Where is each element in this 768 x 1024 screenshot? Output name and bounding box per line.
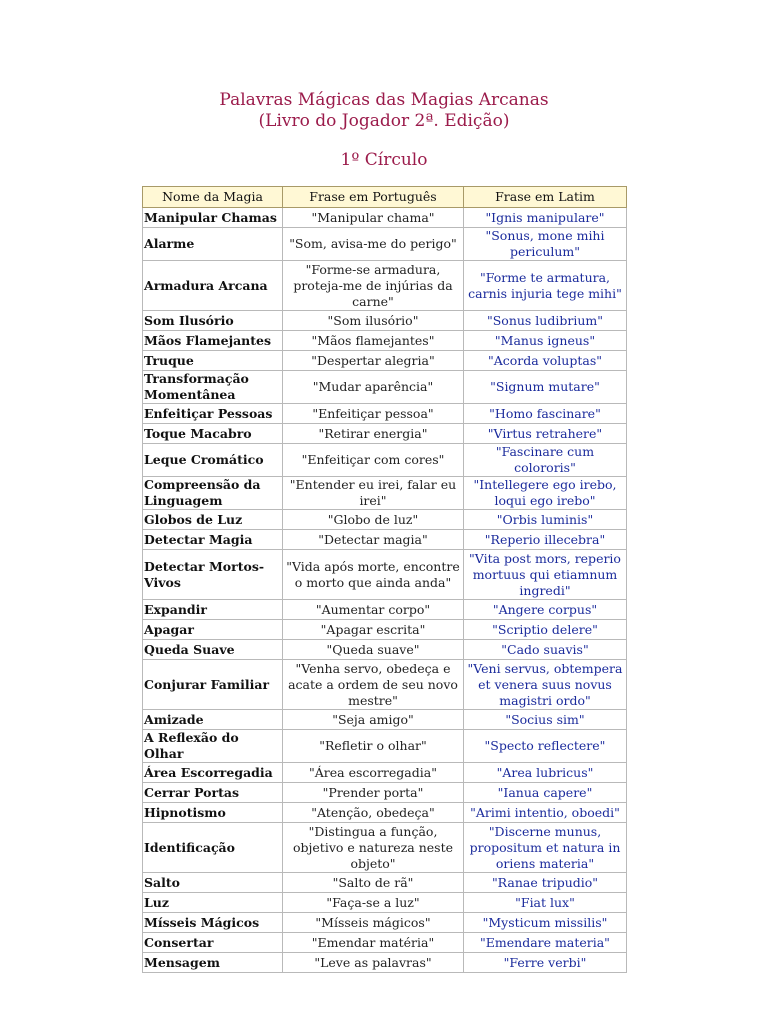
table-row (143, 510, 627, 530)
portuguese-phrase-cell: "Prender porta" (283, 783, 464, 803)
portuguese-phrase-cell: "Seja amigo" (283, 710, 464, 730)
spell-table (142, 186, 627, 973)
latin-phrase-cell: "Orbis luminis" (464, 510, 627, 530)
latin-phrase-cell: "Cado suavis" (464, 640, 627, 660)
spell-name-cell: Mensagem (143, 953, 283, 973)
spell-name-cell: Detectar Mortos-Vivos (143, 550, 283, 600)
portuguese-phrase-cell: "Queda suave" (283, 640, 464, 660)
latin-phrase-cell: "Ferre verbi" (464, 953, 627, 973)
table-row (143, 371, 627, 404)
latin-phrase-cell: "Specto reflectere" (464, 730, 627, 763)
portuguese-phrase-cell: "Som, avisa-me do perigo" (283, 228, 464, 261)
spell-name-cell: Leque Cromático (143, 444, 283, 477)
page-title (0, 90, 768, 132)
portuguese-phrase-cell: "Faça-se a luz" (283, 893, 464, 913)
table-row (143, 424, 627, 444)
spell-name-cell: Alarme (143, 228, 283, 261)
table-row (143, 710, 627, 730)
portuguese-phrase-cell: "Mudar aparência" (283, 371, 464, 404)
table-row (143, 620, 627, 640)
latin-phrase-cell: "Scriptio delere" (464, 620, 627, 640)
spell-name-cell: Salto (143, 873, 283, 893)
portuguese-phrase-cell: "Detectar magia" (283, 530, 464, 550)
table-row (143, 444, 627, 477)
spell-name-cell: Mísseis Mágicos (143, 913, 283, 933)
latin-phrase-cell: "Reperio illecebra" (464, 530, 627, 550)
spell-name-cell: Enfeitiçar Pessoas (143, 404, 283, 424)
table-row (143, 331, 627, 351)
portuguese-phrase-cell: "Som ilusório" (283, 311, 464, 331)
table-row (143, 730, 627, 763)
portuguese-phrase-cell: "Salto de rã" (283, 873, 464, 893)
latin-phrase-cell: "Mysticum missilis" (464, 913, 627, 933)
spell-name-cell: Manipular Chamas (143, 208, 283, 228)
table-row (143, 660, 627, 710)
latin-phrase-cell: "Sonus, mone mihi periculum" (464, 228, 627, 261)
portuguese-phrase-cell: "Área escorregadia" (283, 763, 464, 783)
spell-name-cell: Truque (143, 351, 283, 371)
portuguese-phrase-cell: "Atenção, obedeça" (283, 803, 464, 823)
portuguese-phrase-cell: "Forme-se armadura, proteja-me de injúrias da carne" (283, 261, 464, 311)
latin-phrase-cell: "Veni servus, obtempera et venera suus novus magistri ordo" (464, 660, 627, 710)
table-row (143, 261, 627, 311)
table-row (143, 311, 627, 331)
header-latin-phrase: Frase em Latim (464, 187, 627, 208)
table-row (143, 640, 627, 660)
portuguese-phrase-cell: "Mísseis mágicos" (283, 913, 464, 933)
portuguese-phrase-cell: "Retirar energia" (283, 424, 464, 444)
latin-phrase-cell: "Emendare materia" (464, 933, 627, 953)
table-row (143, 763, 627, 783)
table-row (143, 783, 627, 803)
spell-name-cell: Luz (143, 893, 283, 913)
latin-phrase-cell: "Area lubricus" (464, 763, 627, 783)
latin-phrase-cell: "Fiat lux" (464, 893, 627, 913)
spell-name-cell: Toque Macabro (143, 424, 283, 444)
latin-phrase-cell: "Forme te armatura, carnis injuria tege mihi" (464, 261, 627, 311)
latin-phrase-cell: "Ranae tripudio" (464, 873, 627, 893)
latin-phrase-cell: "Virtus retrahere" (464, 424, 627, 444)
portuguese-phrase-cell: "Distingua a função, objetivo e natureza neste objeto" (283, 823, 464, 873)
table-row (143, 208, 627, 228)
spell-name-cell: Armadura Arcana (143, 261, 283, 311)
spell-name-cell: Consertar (143, 933, 283, 953)
portuguese-phrase-cell: "Apagar escrita" (283, 620, 464, 640)
circle-heading: 1º Círculo (340, 150, 428, 170)
latin-phrase-cell: "Manus igneus" (464, 331, 627, 351)
spell-name-cell: Queda Suave (143, 640, 283, 660)
portuguese-phrase-cell: "Emendar matéria" (283, 933, 464, 953)
portuguese-phrase-cell: "Refletir o olhar" (283, 730, 464, 763)
table-row (143, 893, 627, 913)
table-row (143, 530, 627, 550)
table-row (143, 600, 627, 620)
spell-name-cell: Compreensão da Linguagem (143, 477, 283, 510)
latin-phrase-cell: "Intellegere ego irebo, loqui ego irebo" (464, 477, 627, 510)
header-portuguese-phrase: Frase em Português (283, 187, 464, 208)
portuguese-phrase-cell: "Enfeitiçar pessoa" (283, 404, 464, 424)
latin-phrase-cell: "Ignis manipulare" (464, 208, 627, 228)
spell-name-cell: Identificação (143, 823, 283, 873)
spell-name-cell: Área Escorregadia (143, 763, 283, 783)
latin-phrase-cell: "Discerne munus, propositum et natura in oriens materia" (464, 823, 627, 873)
portuguese-phrase-cell: "Aumentar corpo" (283, 600, 464, 620)
portuguese-phrase-cell: "Leve as palavras" (283, 953, 464, 973)
table-row (143, 873, 627, 893)
latin-phrase-cell: "Homo fascinare" (464, 404, 627, 424)
table-row (143, 550, 627, 600)
latin-phrase-cell: "Angere corpus" (464, 600, 627, 620)
table-header-row (143, 187, 627, 208)
portuguese-phrase-cell: "Despertar alegria" (283, 351, 464, 371)
portuguese-phrase-cell: "Entender eu irei, falar eu irei" (283, 477, 464, 510)
spell-name-cell: Apagar (143, 620, 283, 640)
spell-name-cell: Detectar Magia (143, 530, 283, 550)
spell-name-cell: A Reflexão do Olhar (143, 730, 283, 763)
title-line-1: Palavras Mágicas das Magias Arcanas (219, 90, 549, 110)
spell-name-cell: Expandir (143, 600, 283, 620)
table-row (143, 351, 627, 371)
table-row (143, 913, 627, 933)
header-spell-name: Nome da Magia (143, 187, 283, 208)
latin-phrase-cell: "Socius sim" (464, 710, 627, 730)
spell-name-cell: Hipnotismo (143, 803, 283, 823)
portuguese-phrase-cell: "Globo de luz" (283, 510, 464, 530)
table-row (143, 953, 627, 973)
portuguese-phrase-cell: "Enfeitiçar com cores" (283, 444, 464, 477)
latin-phrase-cell: "Acorda voluptas" (464, 351, 627, 371)
latin-phrase-cell: "Ianua capere" (464, 783, 627, 803)
spell-name-cell: Som Ilusório (143, 311, 283, 331)
latin-phrase-cell: "Sonus ludibrium" (464, 311, 627, 331)
table-row (143, 823, 627, 873)
table-row (143, 803, 627, 823)
spell-name-cell: Transformação Momentânea (143, 371, 283, 404)
portuguese-phrase-cell: "Mãos flamejantes" (283, 331, 464, 351)
spell-name-cell: Globos de Luz (143, 510, 283, 530)
spell-name-cell: Conjurar Familiar (143, 660, 283, 710)
table-row (143, 404, 627, 424)
portuguese-phrase-cell: "Venha servo, obedeça e acate a ordem de seu novo mestre" (283, 660, 464, 710)
portuguese-phrase-cell: "Vida após morte, encontre o morto que ainda anda" (283, 550, 464, 600)
spell-name-cell: Cerrar Portas (143, 783, 283, 803)
portuguese-phrase-cell: "Manipular chama" (283, 208, 464, 228)
table-row (143, 477, 627, 510)
table-row (143, 933, 627, 953)
latin-phrase-cell: "Signum mutare" (464, 371, 627, 404)
spell-name-cell: Mãos Flamejantes (143, 331, 283, 351)
spell-name-cell: Amizade (143, 710, 283, 730)
latin-phrase-cell: "Vita post mors, reperio mortuus qui etiamnum ingredi" (464, 550, 627, 600)
title-line-2: (Livro do Jogador 2ª. Edição) (258, 111, 510, 131)
table-row (143, 228, 627, 261)
latin-phrase-cell: "Fascinare cum colororis" (464, 444, 627, 477)
latin-phrase-cell: "Arimi intentio, oboedi" (464, 803, 627, 823)
